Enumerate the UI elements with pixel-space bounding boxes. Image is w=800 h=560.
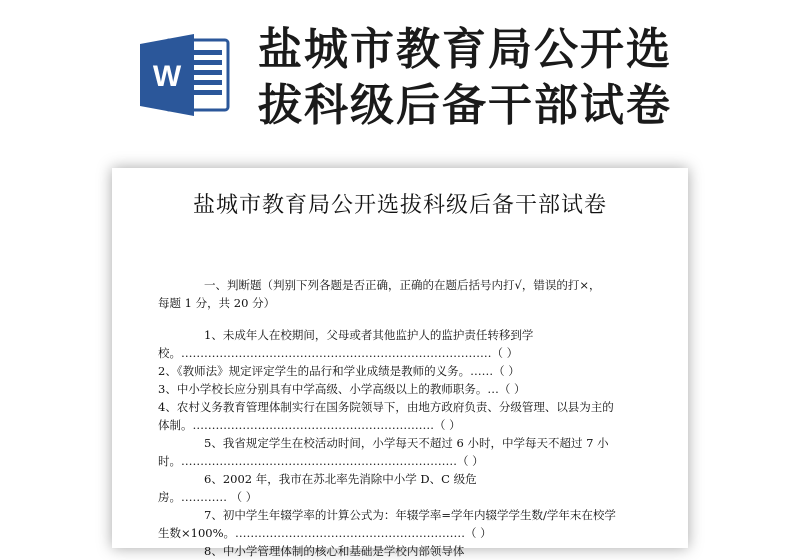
question-8: 8、中小学管理体制的核心和基础是学校内部领导体 <box>204 544 465 558</box>
question-5: 5、我省规定学生在校活动时间，小学每天不超过 6 小时，中学每天不超过 7 小 <box>204 436 609 450</box>
question-2: 2、《教师法》规定评定学生的品行和学业成绩是教师的义务。……（ ） <box>158 364 520 378</box>
headline-line-1: 盐城市教育局公开选 <box>258 24 672 75</box>
question-5-cont: 时。………………………………………………………………（ ） <box>158 454 484 468</box>
question-4-cont: 体制。………………………………………………………（ ） <box>158 418 461 432</box>
section-heading-cont: 每题 1 分，共 20 分） <box>158 296 276 310</box>
question-6: 6、2002 年，我市在苏北率先消除中小学 D、C 级危 <box>204 472 477 486</box>
question-1-cont: 校。………………………………………………………………………（ ） <box>158 346 519 360</box>
question-3: 3、中小学校长应分别具有中学高级、小学高级以上的教师职务。…（ ） <box>158 382 526 396</box>
question-6-cont: 房。………… （ ） <box>158 490 258 504</box>
document-page <box>112 168 688 558</box>
word-document-icon <box>136 32 232 118</box>
question-7: 7、初中学生年辍学率的计算公式为：年辍学率=学年内辍学学生数/学年末在校学 <box>204 508 616 522</box>
section-heading: 一、判断题（判别下列各题是否正确，正确的在题后括号内打√，错误的打×， <box>204 278 601 292</box>
document-body <box>158 276 648 560</box>
svg-text:W: W <box>152 60 182 93</box>
headline-line-2: 拔科级后备干部试卷 <box>258 80 672 131</box>
question-7-cont: 生数×100%。……………………………………………………（ ） <box>158 526 492 540</box>
document-title: 盐城市教育局公开选拔科级后备干部试卷 <box>192 193 607 218</box>
page-headline <box>258 22 778 134</box>
question-1: 1、未成年人在校期间，父母或者其他监护人的监护责任转移到学 <box>204 328 534 342</box>
question-4: 4、农村义务教育管理体制实行在国务院领导下，由地方政府负责、分级管理、以县为主的 <box>158 400 614 414</box>
